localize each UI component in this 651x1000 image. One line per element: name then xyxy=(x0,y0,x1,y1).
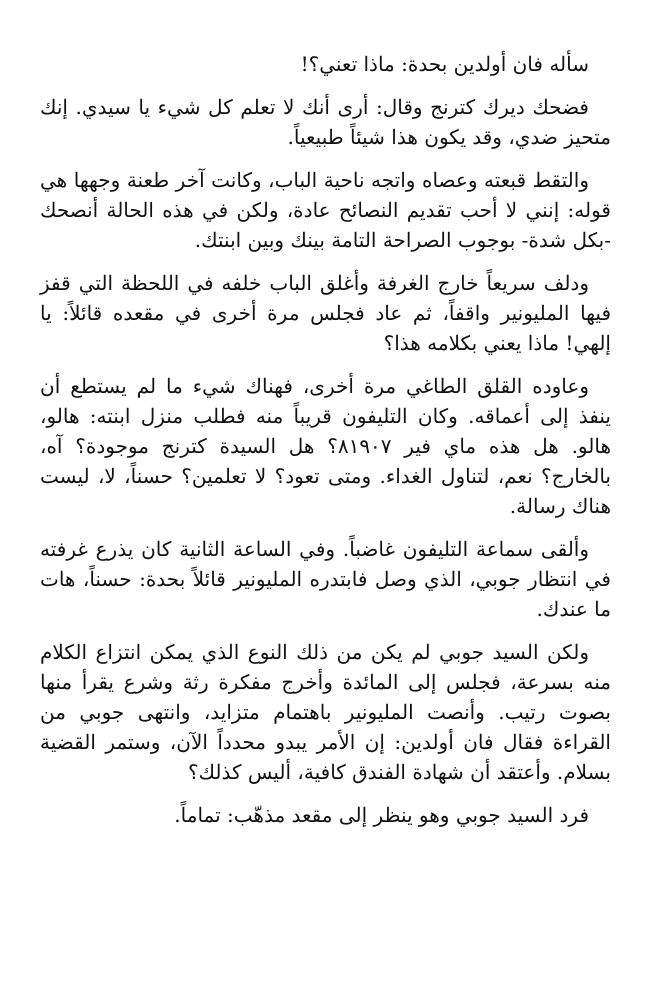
paragraph: فضحك ديرك كترنج وقال: أرى أنك لا تعلم كل شيء يا سيدي. إنك متحيز ضدي، وقد يكون هذا شيئاً طبيعياً. xyxy=(40,95,611,149)
paragraph: سأله فان أولدين بحدة: ماذا تعني؟! xyxy=(300,52,589,76)
book-page xyxy=(40,49,611,843)
paragraph: وألقى سماعة التليفون غاضباً. وفي الساعة الثانية كان يذرع غرفته في انتظار جوبي، الذي وصل فابتدره المليونير قائلاً بحدة: حسناً، هات ما عندك. xyxy=(40,537,611,621)
paragraph: وعاوده القلق الطاغي مرة أخرى، فهناك شيء ما لم يستطع أن ينفذ إلى أعماقه. وكان التليفون قريباً منه فطلب منزل ابنته: هالو، هالو. هل هذه ماي فير ٨١٩٠٧؟ هل السيدة كترنج موجودة؟ آه، بالخارج؟ نعم، لتناول الغداء. ومتى تعود؟ لا تعلمين؟ حسناً، لا، ليست هناك رسالة. xyxy=(40,374,611,518)
paragraph: ودلف سريعاً خارج الغرفة وأغلق الباب خلفه في اللحظة التي قفز فيها المليونير واقفاً، ثم عاد فجلس مرة أخرى في مقعده قائلاً: يا إلهي! ماذا يعني بكلامه هذا؟ xyxy=(40,271,611,355)
paragraph: فرد السيد جوبي وهو ينظر إلى مقعد مذهّب: تماماً. xyxy=(174,803,589,827)
paragraph: والتقط قبعته وعصاه واتجه ناحية الباب، وكانت آخر طعنة وجهها هي قوله: إنني لا أحب تقديم النصائح عادة، ولكن في هذه الحالة أنصحك -بكل شدة- بوجوب الصراحة التامة بينك وبين ابنتك. xyxy=(40,168,611,252)
paragraph: ولكن السيد جوبي لم يكن من ذلك النوع الذي يمكن انتزاع الكلام منه بسرعة، فجلس إلى المائدة وأخرج مفكرة رثة وشرع يقرأ منها بصوت رتيب. وأنصت المليونير باهتمام متزايد، وانتهى جوبي من القراءة فقال فان أولدين: إن الأمر يبدو محدداً الآن، وستمر القضية بسلام. وأعتقد أن شهادة الفندق كافية، أليس كذلك؟ xyxy=(40,640,611,784)
